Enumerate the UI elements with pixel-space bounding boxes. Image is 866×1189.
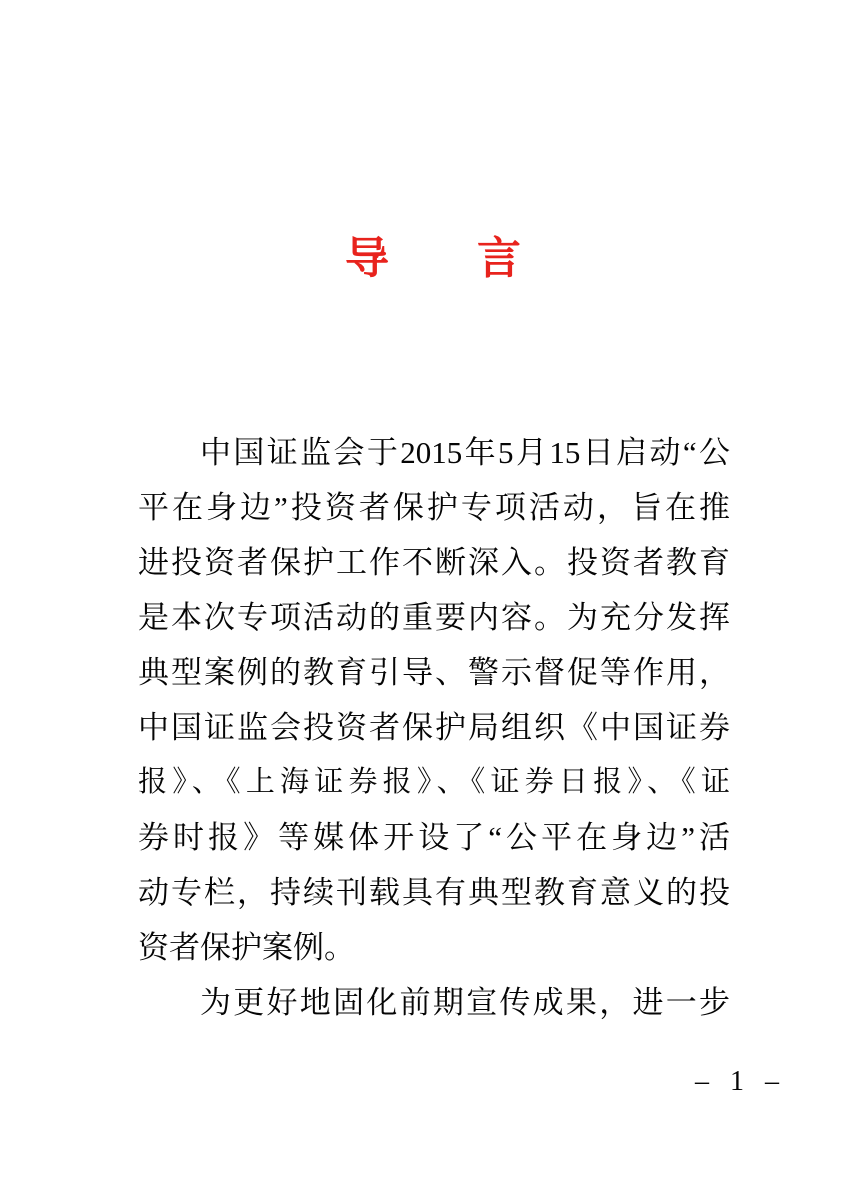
body-line: 中国证监会于2015年5月15日启动“公 <box>200 435 730 470</box>
body-line: 券时报》等媒体开设了“公平在身边”活 <box>138 820 730 855</box>
title-char-first: 导 <box>345 234 389 283</box>
body-line: 进投资者保护工作不断深入。投资者教育 <box>138 545 730 580</box>
body-text <box>138 425 730 1030</box>
body-line: 平在身边”投资者保护专项活动，旨在推 <box>138 490 730 525</box>
page-number: – 1 – <box>695 1066 779 1097</box>
body-line: 为更好地固化前期宣传成果，进一步 <box>200 985 730 1020</box>
page-title <box>0 233 866 286</box>
body-line: 典型案例的教育引导、警示督促等作用， <box>138 655 730 690</box>
body-line: 报》、《上海证券报》、《证券日报》、《证 <box>138 766 730 798</box>
body-line: 中国证监会投资者保护局组织《中国证券 <box>138 710 730 745</box>
body-line: 动专栏，持续刊载具有典型教育意义的投 <box>138 875 730 910</box>
title-char-second: 言 <box>477 234 521 283</box>
body-line: 资者保护案例。 <box>138 930 355 965</box>
body-line: 是本次专项活动的重要内容。为充分发挥 <box>138 600 730 635</box>
